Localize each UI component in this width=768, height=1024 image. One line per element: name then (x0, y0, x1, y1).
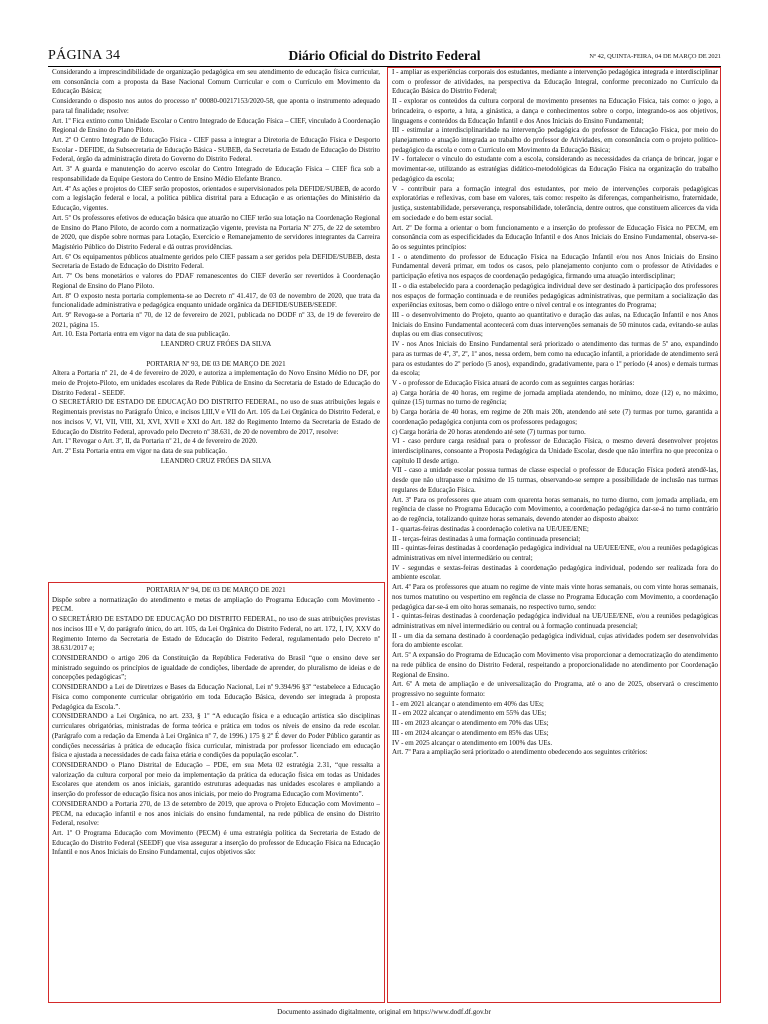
paragraph: Art. 10. Esta Portaria entra em vigor na data de sua publicação. (52, 330, 231, 339)
paragraph: Art. 7º Os bens monetários e valores do PDAF remanescentes do CIEF deverão ser revertidos à Coordenação Regional de Ensino do Plano Piloto. (52, 272, 380, 290)
paragraph: II - terças-feiras destinadas à uma formação continuada presencial; (392, 534, 581, 543)
paragraph: Considerando a imprescindibilidade de organização pedagógica em seu atendimento de educação física curricular, em consonância com a proposta da Base Nacional Comum Curricular e com o Currículo em Movimento da Educação Básica; (52, 68, 380, 96)
signature-name: LEANDRO CRUZ FRÓES DA SILVA (160, 340, 272, 349)
paragraph: IV - nos Anos Iniciais do Ensino Fundamental será priorizado o atendimento das turmas de 5º ano, expandindo para as turmas de 4º, 3º, 2º, 1º anos, nessa ordem, bem como na educação infantil, a prioridade de atendimento será para os estudantes do 2º período (5 anos), expandindo, gradativamente, para o 1º período (4 anos) e demais turmas da escola; (392, 340, 718, 378)
paragraph: VII - caso a unidade escolar possua turmas de classe especial o professor de Educação Física poderá atendê-las, desde que não ultrapasse o máximo de 15 turmas, observando-se sempre a possibilidade de inclusão nas turmas regulares de Educação Física. (392, 466, 718, 494)
paragraph: Dispõe sobre a normatização do atendimento e metas de ampliação do Programa Educação com Movimento - PECM. (52, 595, 380, 614)
paragraph: Art. 7º Para a ampliação será priorizado o atendimento obedecendo aos seguintes critérios: (392, 748, 648, 757)
paragraph: IV - segundas e sextas-feiras destinadas à coordenação pedagógica individual, podendo ser realizada fora do ambiente escolar. (392, 563, 718, 582)
page-number: PÁGINA 34 (48, 48, 121, 63)
paragraph: I - quartas-feiras destinadas à coordenação coletiva na UE/UEE/ENE; (392, 524, 589, 533)
paragraph: O SECRETÁRIO DE ESTADO DE EDUCAÇÃO DO DISTRITO FEDERAL, no uso de suas atribuições legais e Regimentais previstas no Parágrafo Único, e incisos I,III,V e VII do Art. 105 da Lei Orgânica do Distrito Federal, e nos incisos V, VI, VII, VIII, XI, XVI, XVII e XXI do Art. 182 do Regimento Interno da Secretaria de Estado de Educação do Distrito Federal, aprovado pelo Decreto nº 38.631, de 20 de novembro de 2017, resolve: (52, 398, 380, 436)
paragraph: II - em 2022 alcançar o atendimento em 55% das UEs; (392, 709, 547, 718)
paragraph: Altera a Portaria nº 21, de 4 de fevereiro de 2020, e autoriza a implementação do Novo Ensino Médio no DF, por meio de Projeto-Piloto, em unidades escolares da Rede Pública de Ensino da Secretaria de Estado de Educação do Distrito Federal - SEEDF. (52, 369, 380, 397)
paragraph: IV - fortalecer o vínculo do estudante com a escola, considerando as necessidades da criança de brincar, jogar e movimentar-se, utilizando as estratégias didático-metodológicas da Educação Física na organização do trabalho pedagógico da escola; (392, 155, 718, 183)
paragraph: Art. 6º A meta de ampliação e de universalização do Programa, até o ano de 2025, observará o crescimento progressivo no seguinte formato: (392, 680, 718, 698)
paragraph: II - o dia estabelecido para a coordenação pedagógica individual deve ser destinado à participação dos professores nos espaços de formação continuada e de reuniões pedagógicas administrativas, que permitam a socialização das experiências exitosas, bem como o diálogo entre o nível central e os integrantes do Programa; (392, 281, 718, 310)
paragraph: Art. 5º A expansão do Programa de Educação com Movimento visa proporcionar a democratização do atendimento na rede pública de ensino do Distrito Federal, respeitando a proporcionalidade no atendimento por Coordenação Regional de Ensino. (392, 651, 718, 679)
paragraph: b) Carga horária de 40 horas, em regime de 20h mais 20h, atendendo até sete (7) turmas por turno, garantida a coordenação pedagógica conjunta com os professores pedagogos; (392, 408, 718, 426)
paragraph: CONSIDERANDO o artigo 206 da Constituição da República Federativa do Brasil “que o ensino deve ser ministrado seguindo os princípios de igualdade de condições, liberdade de aprender, do pluralismo de ideias e de concepções pedagógicas”; (52, 654, 380, 682)
paragraph: CONSIDERANDO a Portaria 270, de 13 de setembro de 2019, que aprova o Projeto Educação com Movimento – PECM, na educação infantil e nos anos iniciais do ensino fundamental, na rede pública de ensino do Distrito Federal, resolve: (52, 799, 380, 828)
highlight-box-right (387, 67, 721, 1003)
portaria-heading: PORTARIA Nº 93, DE 03 DE MARÇO DE 2021 (146, 359, 286, 368)
paragraph: CONSIDERANDO o Plano Distrital de Educação – PDE, em sua Meta 02 estratégia 2.31, “que ressalta a valorização da cultura corporal por meio da implementação da prática da educação física em todas as Unidades Escolares que atendem os anos iniciais, garantido estruturas adequadas nas unidades escolares e ampliando a inserção do professor de educação física nos anos iniciais, por meio do Programa Educação com Movimento”. (52, 760, 380, 799)
paragraph: Art. 3º Para os professores que atuam com quarenta horas semanais, no turno diurno, com jornada ampliada, em regência de classe no Programa Educação com Movimento, a coordenação pedagógica dar-se-á no turno contrário ao de regência, totalizando quinze horas semanais, devendo atender ao disposto abaixo: (392, 495, 718, 524)
paragraph: Art. 5º Os professores efetivos de educação básica que atuarão no CIEF terão sua lotação na Coordenação Regional de Ensino do Plano Piloto, de acordo com a normatização vigente, prevista na Portaria Nº 275, de 22 de setembro de 2020, que dispõe sobre normas para Lotação, Exercício e Remanejamento de servidores integrantes da Carreira Magistério Público do Distrito Federal e dá outras providências. (52, 213, 380, 251)
paragraph: Art. 1º Revogar o Art. 3º, II, da Portaria nº 21, de 4 de fevereiro de 2020. (52, 437, 258, 446)
page-footer: Documento assinado digitalmente, original em https://www.dodf.df.gov.br (277, 1008, 491, 1016)
paragraph: II - um dia da semana destinado à coordenação pedagógica individual, cujas atividades podem ser desenvolvidas fora do ambiente escolar. (392, 631, 718, 650)
paragraph: III - estimular a interdisciplinaridade na intervenção pedagógica do professor de Educação Física, por meio do planejamento e atuação integrada ao trabalho do professor de Atividades, em consonância com o projeto político-pedagógico da escola e com o Currículo em Movimento da Educação Básica; (392, 126, 718, 154)
paragraph: Art. 3º A guarda e manutenção do acervo escolar do Centro Integrado de Educação Física – CIEF fica sob a responsabilidade da Equipe Gestora do Centro de Ensino Médio Elefante Branco. (52, 165, 380, 183)
paragraph: Art. 4º As ações e projetos do CIEF serão propostos, orientados e supervisionados pela DEFIDE/SUBEB, de acordo com a legislação federal e local, a política pública distrital para a Educação e as orientações do Ministério da Educação, vigentes. (52, 184, 380, 213)
paragraph: III - o desenvolvimento do Projeto, quanto ao quantitativo e duração das aulas, na Educação Infantil e nos Anos Iniciais do Ensino Fundamental acontecerá com duas intervenções semanais de 50 minutos cada, evitando-se aulas duplas ou em dias consecutivos; (392, 310, 718, 339)
paragraph: V - contribuir para a formação integral dos estudantes, por meio de intervenções corporais pedagógicas exploratórias e reflexivas, com base em valores, tais como: respeito às diferenças, companheirismo, fraternidade, justiça, sustentabilidade, perseverança, responsabilidade, tolerância, dentre outros, que constituem alicerces da vida em sociedade e do bem estar social. (392, 184, 718, 222)
paragraph: III - quintas-feiras destinadas à coordenação pedagógica individual na UE/UEE/ENE, e/ou a reuniões pedagógicas administrativas em nível intermediário ou central; (392, 544, 718, 562)
paragraph: I - quintas-feiras destinadas à coordenação pedagógica individual na UE/UEE/ENE, e/ou a reuniões pedagógicas administrativas em nível intermediário ou central ou à formação continuada presencial; (392, 612, 718, 630)
paragraph: IV - em 2025 alcançar o atendimento em 100% das UEs. (392, 738, 553, 747)
spacer (52, 350, 380, 360)
paragraph: Art. 9º Revoga-se a Portaria nº 70, de 12 de fevereiro de 2021, publicada no DODF nº 33, de 19 de fevereiro de 2021, página 15. (52, 310, 380, 329)
paragraph: CONSIDERANDO a Lei de Diretrizes e Bases da Educação Nacional, Lei nº 9.394/96 §3º “estabelece a Educação Física como componente curricular obrigatório em toda Educação Básica, devendo ser integrada à proposta Pedagógica da Escola.”. (52, 683, 380, 711)
paragraph: Art. 8º O exposto nesta portaria complementa-se ao Decreto nº 41.417, de 03 de novembro de 2020, que trata da funcionalidade administrativa e pedagógica enquanto unidade orgânica da DEFIDE/SUBEB/SEEDF. (52, 291, 380, 310)
paragraph: II - explorar os conteúdos da cultura corporal de movimento presentes na Educação Física, tais como: o jogo, a brincadeira, o esporte, a luta, a ginástica, a dança e conhecimentos sobre o corpo, integrando-os aos objetivos, linguagens e conteúdos da Educação Infantil e dos Anos Iniciais do Ensino Fundamental; (392, 97, 718, 125)
highlight-box-left (48, 582, 385, 1003)
paragraph: Art. 2º Esta Portaria entra em vigor na data de sua publicação. (52, 447, 227, 456)
gazette-title: Diário Oficial do Distrito Federal (288, 48, 481, 63)
issue-date: Nº 42, QUINTA-FEIRA, 04 DE MARÇO DE 2021 (589, 53, 721, 60)
paragraph: a) Carga horária de 40 horas, em regime de jornada ampliada atendendo, no mínimo, doze (12) e, no máximo, quinze (15) turmas no turno de regência; (392, 388, 718, 407)
paragraph: Art. 6º Os equipamentos públicos atualmente geridos pelo CIEF passam a ser geridos pela DEFIDE/SUBEB, desta Secretaria de Estado de Educação do Distrito Federal. (52, 252, 380, 271)
paragraph: Art. 2º O Centro Integrado de Educação Física - CIEF passa a integrar a Diretoria de Educação Física e Desporto Escolar - DEFIDE, da Subsecretaria de Educação Básica - SUBEB, da Secretaria de Estado de Educação do Distrito Federal, órgão da administração direta do Governo do Distrito Federal. (52, 136, 380, 164)
left-column-top (52, 68, 380, 588)
paragraph: Considerando o disposto nos autos do processo nº 00080-00217153/2020-58, que aponta o instrumento adequado para tal finalidade; resolve: (52, 97, 380, 115)
paragraph: Art. 1º Fica extinto como Unidade Escolar o Centro Integrado de Educação Física – CIEF, vinculado à Coordenação Regional de Ensino do Plano Piloto. (52, 116, 380, 135)
paragraph: V - o professor de Educação Física atuará de acordo com as seguintes cargas horárias: (392, 379, 635, 387)
paragraph: Art. 2º De forma a orientar o bom funcionamento e a inserção do professor de Educação Física no PECM, em consonância com as especificidades da Educação Infantil e dos Anos Iniciais do Ensino Fundamental, observa-se-ão os seguintes princípios: (392, 223, 718, 251)
paragraph: CONSIDERANDO a Lei Orgânica, no art. 233, § 1º “A educação física e a educação artística são disciplinas curriculares obrigatórias, ministradas de forma teórica e prática em todos os níveis de ensino da rede escolar. (Parágrafo com a redação da Emenda à Lei Orgânica nº 7, de 1996.) 175 § 2º É dever do Poder Público garantir as condições necessárias à prática de educação física curricular, ministrada por professor licenciado em educação física e ajustada a necessidades de cada faixa etária e condições da população escolar.”. (52, 712, 380, 760)
paragraph: I - em 2021 alcançar o atendimento em 40% das UEs; (392, 699, 544, 708)
paragraph: III - em 2023 alcançar o atendimento em 70% das UEs; (392, 719, 549, 728)
signature-name: LEANDRO CRUZ FRÓES DA SILVA (160, 456, 272, 465)
paragraph: I - o atendimento do professor de Educação Física na Educação Infantil e/ou nos Anos Iniciais do Ensino Fundamental deverá primar, em todos os casos, pelo planejamento conjunto com o professor de Atividades e participação efetiva nos espaços de coordenação pedagógica, firmando uma atuação interdisciplinar; (392, 252, 718, 281)
paragraph: I - ampliar as experiências corporais dos estudantes, mediante a intervenção pedagógica integrada e interdisciplinar com o professor de atividades, na perspectiva da Educação Integral, conforme preconizado no Currículo da Educação Básica do Distrito Federal; (392, 68, 718, 96)
paragraph: III - em 2024 alcançar o atendimento em 85% das UEs; (392, 728, 549, 737)
paragraph: O SECRETÁRIO DE ESTADO DE EDUCAÇÃO DO DISTRITO FEDERAL, no uso de suas atribuições previstas nos incisos III e V, do parágrafo único, do art. 105, da Lei Orgânica do Distrito Federal, no art. 172, I, IV, XXV do Regimento Interno da Secretaria de Estado de Educação do Distrito Federal, regulamentado pelo Decreto nº 38.631/2017 e; (52, 615, 380, 653)
paragraph: VI - caso perdure carga residual para o professor de Educação Física, o mesmo deverá desenvolver projetos interdisciplinares, consoante a Proposta Pedagógica da Unidade Escolar, desde que não interfira no que preconiza o capítulo II desde artigo. (392, 437, 718, 465)
paragraph: Art. 1º O Programa Educação com Movimento (PECM) é uma estratégia política da Secretaria de Estado de Educação do Distrito Federal (SEEDF) que visa assegurar a inserção do professor de Educação Física na Educação Infantil e nos Anos Iniciais do Ensino Fundamental, cujos objetivos são: (52, 828, 380, 857)
paragraph: Art. 4º Para os professores que atuam no regime de vinte mais vinte horas semanais, ou com vinte horas semanais, nos turnos matutino ou vespertino em regência de classe no Programa Educação com Movimento, a coordenação pedagógica dar-se-á em oito horas semanais, no respectivo turno, sendo: (392, 583, 718, 611)
portaria-heading: PORTARIA Nº 94, DE 03 DE MARÇO DE 2021 (146, 586, 286, 594)
paragraph: c) Carga horária de 20 horas atendendo até sete (7) turmas por turno. (392, 427, 586, 436)
